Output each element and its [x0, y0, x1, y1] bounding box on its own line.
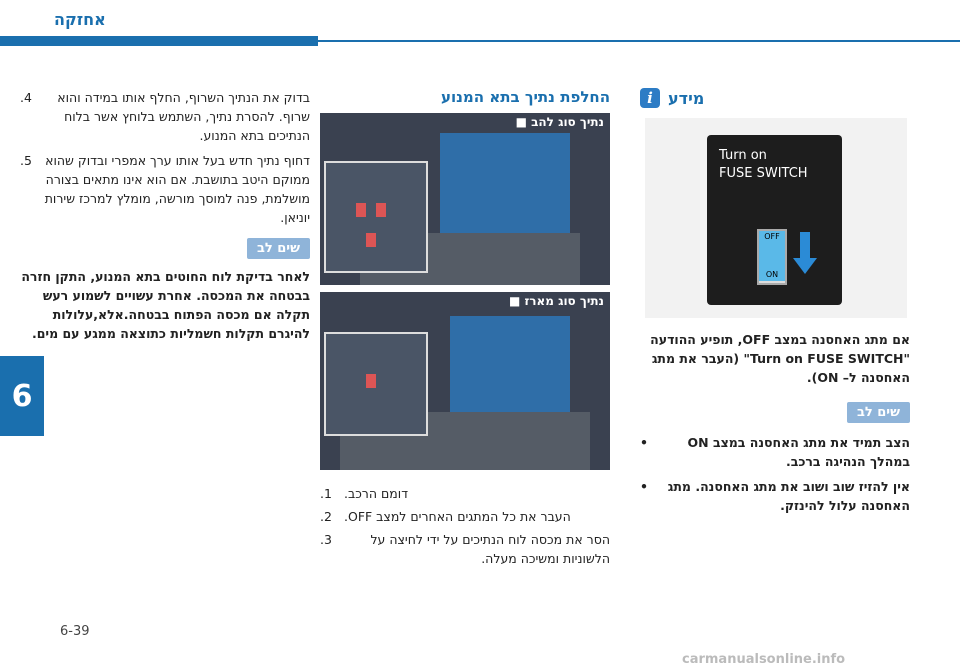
info-bullet: • הצב תמיד את מתג האחסנה במצב ON במהלך הנהיגה ברכב.	[640, 435, 910, 469]
fuse-inset	[324, 332, 428, 436]
middle-steps	[320, 484, 610, 572]
header-rule	[318, 40, 960, 42]
page-header	[0, 0, 960, 46]
watermark: carmanualsonline.info	[682, 652, 846, 667]
warning-note-badge: שים לב	[247, 238, 310, 259]
fuse-switch	[757, 229, 787, 285]
panel-line-1: Turn on	[719, 148, 767, 163]
chapter-tab: 6	[0, 356, 44, 436]
info-body: אם מתג האחסנה במצב OFF, תופיע ההודעה "Turn on FUSE SWITCH" (העבר את מתג האחסנה ל– ON).	[650, 332, 910, 385]
caption-cartridge-fuse: ■ נתיך סוג מארז	[508, 294, 604, 308]
cartridge-fuse-photo	[320, 292, 610, 470]
switch-off-label: OFF	[759, 231, 785, 255]
fuse-inset	[324, 161, 428, 273]
step-item: 1. דומם הרכב.	[320, 486, 409, 501]
page-number: 6-39	[60, 624, 90, 639]
step-item: 4. בדוק את הנתיך השרוף, החלף אותו במידה והוא שרוף. להסרת נתיך, השתמש בלוחץ אשר בלוח הנתיכים בתא המנוע.	[20, 90, 310, 143]
step-item: 3. הסר את מכסה לוח הנתיכים על ידי לחיצה על הלשוניות ומשיכה מעלה.	[320, 532, 610, 566]
info-heading	[640, 88, 910, 108]
panel-line-2: FUSE SWITCH	[719, 166, 808, 181]
warning-text: לאחר בדיקת לוח החוטים בתא המנוע, התקן חזרה בבטחה את המכסה. אחרת עשויים לשמוע רעש תקלה אם מכסה הפתוח בבטחה.אלא,עלולות להיגרם תקלות חשמליות כתוצאה ממגע עם מים.	[21, 269, 310, 341]
info-body-block	[640, 330, 910, 515]
left-column	[20, 88, 310, 343]
step-item: 5. דחוף נתיך חדש בעל אותו ערך אמפרי ובדוק שהוא ממוקם היטב בתושבת. אם הוא אינו מתאים בצורה מושלמת, פנה למוסך מורשה, מומלץ למרכז שירות יוניאן.	[20, 153, 310, 225]
step-item: 2. העבר את כל המתגים האחרים למצב OFF.	[320, 509, 571, 524]
info-bullet: • אין להזיז שוב ושוב את מתג האחסנה. מתג האחסנה עלול להינזק.	[640, 479, 910, 513]
section-title: אחזקה	[54, 10, 106, 29]
blade-fuse-photo	[320, 113, 610, 285]
info-title: מידע	[668, 88, 705, 108]
middle-column	[320, 88, 610, 106]
header-bar	[0, 36, 318, 46]
switch-on-label: ON	[759, 255, 785, 281]
caption-blade-fuse: ■ נתיך סוג להב	[515, 115, 604, 129]
middle-title: החלפת נתיך בתא המנוע	[441, 88, 610, 106]
info-icon: i	[640, 88, 660, 108]
info-note-badge: שים לב	[847, 402, 910, 423]
info-column	[640, 88, 910, 108]
arrow-head-icon	[793, 258, 817, 274]
